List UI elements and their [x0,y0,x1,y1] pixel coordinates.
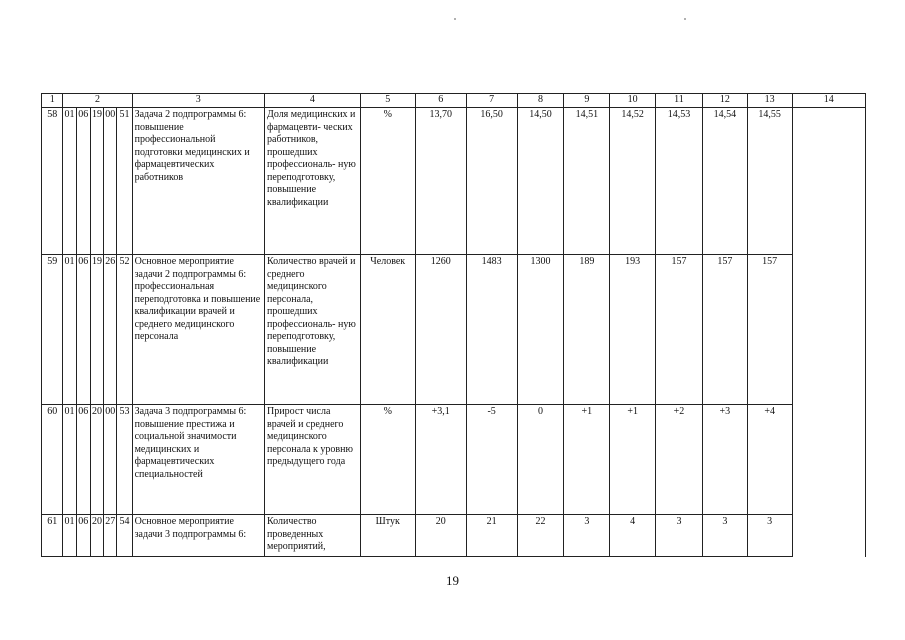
value-cell: 3 [564,515,610,557]
code-cell: 06 [76,405,90,515]
header-cell: 9 [564,94,610,108]
value-cell: 14,50 [517,108,564,255]
task-name: Основное мероприятие задачи 2 подпрограммы 6: профессиональная переподготовка и повышение квалификации врачей и среднего медицинского персонала [132,255,264,405]
header-cell: 7 [466,94,517,108]
value-cell: +3 [702,405,747,515]
code-cell: 06 [76,515,90,557]
value-cell: 14,54 [702,108,747,255]
header-cell: 5 [360,94,415,108]
row-number: 58 [42,108,63,255]
indicator-name: Доля медицинских и фармацевти- ческих работников, прошедших профессиональ- ную переподготовку, повышение квалификации [265,108,361,255]
code-cell: 53 [117,405,132,515]
code-cell: 00 [104,108,117,255]
value-cell: +3,1 [415,405,466,515]
value-cell: 0 [517,405,564,515]
value-cell: 14,51 [564,108,610,255]
value-cell: 3 [747,515,792,557]
code-cell: 01 [63,515,76,557]
value-cell: 193 [610,255,656,405]
code-cell: 51 [117,108,132,255]
value-cell: 1483 [466,255,517,405]
header-cell: 8 [517,94,564,108]
code-cell: 20 [90,515,103,557]
code-cell: 52 [117,255,132,405]
header-cell: 1 [42,94,63,108]
value-cell: +4 [747,405,792,515]
value-cell: 4 [610,515,656,557]
value-cell: 1260 [415,255,466,405]
code-cell: 27 [104,515,117,557]
value-cell: 157 [747,255,792,405]
unit-cell: % [360,108,415,255]
scan-dot [454,18,456,20]
code-cell: 06 [76,255,90,405]
value-cell: +2 [656,405,703,515]
header-cell: 14 [792,94,865,108]
indicator-name: Прирост числа врачей и среднего медицинского персонала к уровню предыдущего года [265,405,361,515]
value-cell: 13,70 [415,108,466,255]
value-cell: 189 [564,255,610,405]
value-cell: 14,53 [656,108,703,255]
value-cell: 157 [656,255,703,405]
task-name: Задача 2 подпрограммы 6: повышение профессиональной подготовки медицинских и фармацевтических работников [132,108,264,255]
table-row [42,405,866,515]
value-cell: 22 [517,515,564,557]
header-cell: 4 [265,94,361,108]
header-row [42,94,866,108]
row-number: 61 [42,515,63,557]
value-cell: 21 [466,515,517,557]
header-cell: 12 [702,94,747,108]
code-cell: 01 [63,108,76,255]
task-name: Основное мероприятие задачи 3 подпрограммы 6: [132,515,264,557]
header-cell: 10 [610,94,656,108]
indicator-name: Количество проведенных мероприятий, [265,515,361,557]
value-cell: 14,55 [747,108,792,255]
value-cell: 157 [702,255,747,405]
indicators-table [41,93,866,557]
unit-cell: Штук [360,515,415,557]
code-cell: 26 [104,255,117,405]
table-row [42,255,866,405]
row-number: 60 [42,405,63,515]
code-cell: 54 [117,515,132,557]
value-cell: 3 [656,515,703,557]
header-cell: 2 [63,94,132,108]
value-cell: 20 [415,515,466,557]
value-cell: 14,52 [610,108,656,255]
table-row [42,108,866,255]
code-cell: 19 [90,255,103,405]
task-name: Задача 3 подпрограммы 6: повышение престижа и социальной значимости медицинских и фармацевтических специальностей [132,405,264,515]
header-cell: 3 [132,94,264,108]
code-cell: 00 [104,405,117,515]
value-cell: 3 [702,515,747,557]
header-cell: 13 [747,94,792,108]
value-cell: 16,50 [466,108,517,255]
unit-cell: % [360,405,415,515]
unit-cell: Человек [360,255,415,405]
value-cell: +1 [610,405,656,515]
value-cell: +1 [564,405,610,515]
code-cell: 20 [90,405,103,515]
code-cell: 19 [90,108,103,255]
table-row [42,515,866,557]
indicator-name: Количество врачей и среднего медицинского персонала, прошедших профессиональ- ную переподготовку, повышение квалификации [265,255,361,405]
header-cell: 6 [415,94,466,108]
scan-dot [684,18,686,20]
column-14-cell [792,108,865,557]
value-cell: -5 [466,405,517,515]
page-number: 19 [446,573,459,588]
value-cell: 1300 [517,255,564,405]
code-cell: 06 [76,108,90,255]
code-cell: 01 [63,405,76,515]
row-number: 59 [42,255,63,405]
code-cell: 01 [63,255,76,405]
header-cell: 11 [656,94,703,108]
